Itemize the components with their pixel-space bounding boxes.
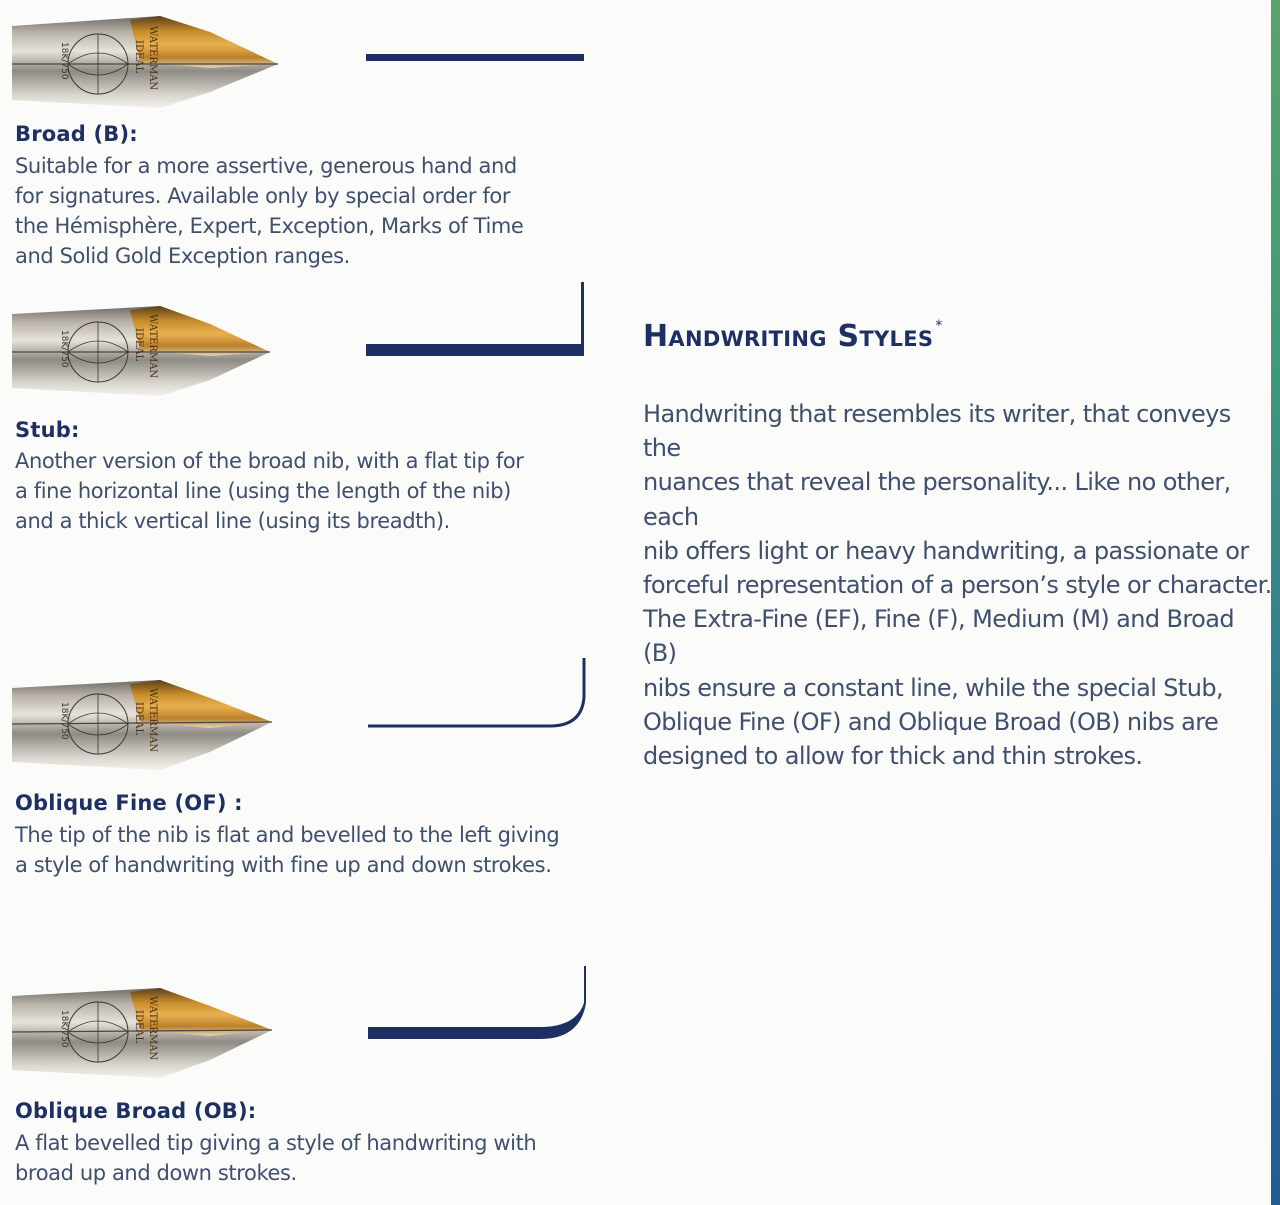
nib-model: IDEAL — [133, 40, 144, 74]
stroke-sample-oblique-fine — [360, 655, 590, 735]
nib-model: IDEAL — [133, 702, 144, 736]
nib-label-stub: Stub: — [15, 418, 80, 442]
nib-description-broad: Suitable for a more assertive, generous hand and for signatures. Available only by special order for the Hémisphère, Expert, Exception, Marks of Time and Solid Gold Exception ranges. — [15, 154, 524, 268]
page-title — [643, 318, 943, 354]
nib-description-oblique-fine: The tip of the nib is flat and bevelled to the left giving a style of handwriting with fine up and down strokes. — [15, 823, 560, 877]
nib-hallmark: 18K/750 — [59, 42, 69, 80]
nib-model: IDEAL — [133, 1010, 144, 1044]
nib-label-oblique-fine: Oblique Fine (OF) : — [15, 791, 243, 815]
footnote-mark: * — [935, 318, 943, 334]
nib-hallmark: 18K/750 — [59, 1010, 69, 1048]
nib-hallmark: 18K/750 — [59, 330, 69, 368]
nib-label-broad: Broad (B): — [15, 122, 138, 146]
nib-brand: WATERMAN — [147, 26, 158, 91]
nib-brand: WATERMAN — [147, 688, 158, 753]
nib-image-oblique-fine — [10, 676, 285, 776]
nib-brand: WATERMAN — [147, 996, 158, 1061]
nib-hallmark: 18K/750 — [59, 702, 69, 740]
nib-description-stub: Another version of the broad nib, with a flat tip for a fine horizontal line (using the length of the nib) and a thick vertical line (using its breadth). — [15, 449, 524, 533]
intro-paragraph: Handwriting that resembles its writer, that conveys the nuances that reveal the personality... Like no other, each nib offers light or heavy handwriting, a passionate or forceful representation of a person’s style or character. The Extra-Fine (EF), Fine (F), Medium (M) and Broad (B) nibs ensure a constant line, while the special Stub, Oblique Fine (OF) and Oblique Broad (OB) nibs are designed to allow for thick and thin strokes. — [643, 400, 1272, 771]
stroke-sample-oblique-broad — [360, 963, 590, 1043]
nib-model: IDEAL — [133, 328, 144, 362]
nib-label-oblique-broad: Oblique Broad (OB): — [15, 1099, 257, 1123]
nib-image-broad — [10, 12, 285, 112]
nib-brand: WATERMAN — [147, 314, 158, 379]
nib-image-oblique-broad — [10, 984, 285, 1084]
page-title-text: Handwriting Styles — [643, 319, 934, 354]
stroke-sample-stub — [360, 280, 590, 360]
nib-image-stub — [10, 302, 285, 402]
nib-description-oblique-broad: A flat bevelled tip giving a style of handwriting with broad up and down strokes. — [15, 1131, 537, 1185]
stroke-sample-broad — [360, 18, 590, 98]
